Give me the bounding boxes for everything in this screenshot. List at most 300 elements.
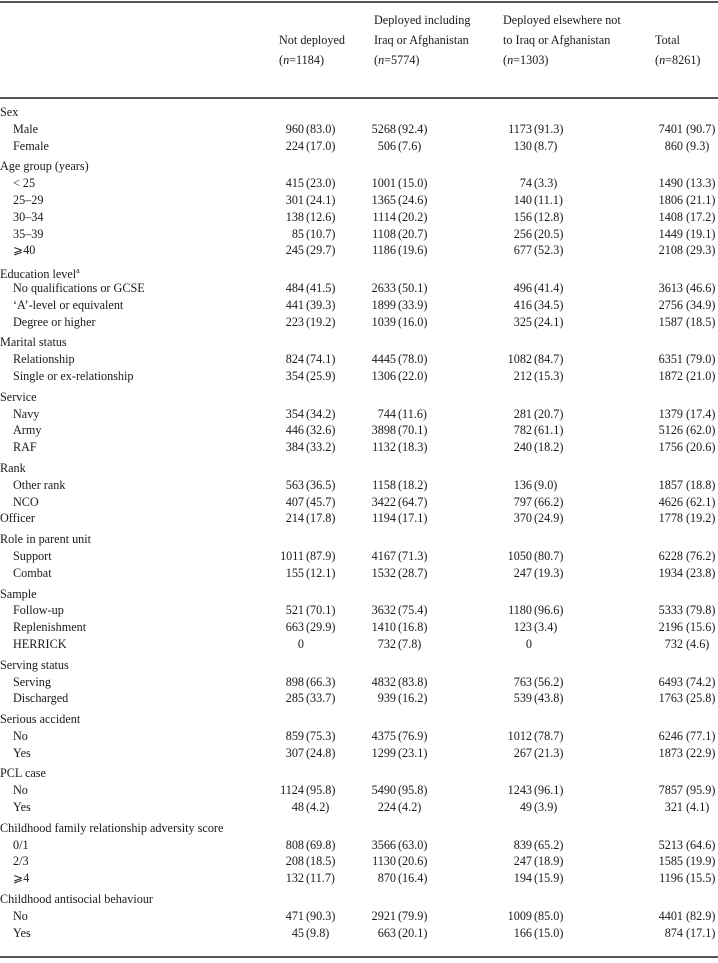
cell-count: 471 [285, 908, 304, 923]
cell-count: 870 [377, 871, 396, 886]
table-row [0, 192, 718, 209]
group-label [0, 158, 89, 175]
cell-percent: (90.3) [306, 908, 336, 923]
cell-count: 5268 [371, 121, 396, 136]
cell-percent: (29.3) [686, 243, 716, 258]
cell-count: 6246 [658, 728, 683, 743]
cell-count: 1012 [507, 728, 532, 743]
group-label [0, 586, 37, 603]
cell-percent: (17.1) [686, 925, 716, 940]
cell-count: 1778 [658, 511, 683, 526]
header-n: (n=1303) [503, 53, 549, 67]
cell-count: 325 [513, 314, 532, 329]
cell-count: 521 [285, 603, 304, 618]
cell-count: 5126 [658, 423, 683, 438]
cell-percent: (20.7) [534, 406, 564, 421]
cell-percent: (34.5) [534, 297, 564, 312]
cell-percent: (82.9) [686, 908, 716, 923]
cell-count: 1243 [507, 783, 532, 798]
cell-percent: (20.7) [398, 226, 428, 241]
cell-count: 797 [513, 494, 532, 509]
row-label: RAF [13, 440, 37, 455]
cell-percent: (96.6) [534, 603, 564, 618]
header-line1: Deployed elsewhere not [503, 13, 621, 27]
cell-count: 3898 [371, 423, 396, 438]
cell-percent: (16.4) [398, 871, 428, 886]
cell-percent: (20.2) [398, 209, 428, 224]
table-row [0, 908, 718, 925]
cell-count: 677 [513, 243, 532, 258]
footnote-marker: a [76, 266, 80, 276]
cell-count: 2196 [658, 620, 683, 635]
header-line2: Iraq or Afghanistan [374, 33, 469, 47]
cell-percent: (76.9) [398, 728, 428, 743]
cell-count: 732 [664, 636, 683, 651]
cell-count: 496 [513, 280, 532, 295]
cell-percent: (18.8) [686, 477, 716, 492]
cell-count: 898 [285, 674, 304, 689]
table-row [0, 314, 718, 331]
cell-percent: (21.1) [686, 192, 716, 207]
cell-percent: (83.8) [398, 674, 428, 689]
row-label: Degree or higher [13, 314, 96, 329]
cell-percent: (33.2) [306, 440, 336, 455]
group-label-text: Rank [0, 460, 26, 475]
header-line2: to Iraq or Afghanistan [503, 33, 611, 47]
cell-percent: (90.7) [686, 121, 716, 136]
table-row [0, 242, 718, 259]
table-row [0, 602, 718, 619]
group-header [0, 657, 718, 674]
cell-count: 1306 [371, 368, 396, 383]
cell-percent: (32.6) [306, 423, 336, 438]
cell-count: 939 [377, 691, 396, 706]
cell-count: 732 [377, 636, 396, 651]
cell-percent: (63.0) [398, 837, 428, 852]
cell-count: 415 [285, 176, 304, 191]
header-line1 [655, 10, 700, 30]
n-value: 1303 [520, 53, 545, 67]
group-header [0, 263, 718, 280]
group-label-text: Service [0, 389, 37, 404]
row-label: Yes [13, 745, 31, 760]
cell-percent: (24.1) [534, 314, 564, 329]
table-row [0, 175, 718, 192]
cell-count: 860 [664, 138, 683, 153]
group-label [0, 334, 67, 351]
n-symbol: n [659, 53, 666, 67]
cell-percent: (9.0) [534, 477, 558, 492]
group-label [0, 389, 37, 406]
cell-count: 2633 [371, 280, 396, 295]
cell-count: 245 [285, 243, 304, 258]
row-label: NCO [13, 494, 39, 509]
cell-count: 2756 [658, 297, 683, 312]
header-line1: Deployed including [374, 13, 471, 27]
cell-count: 224 [377, 800, 396, 815]
cell-count: 166 [513, 925, 532, 940]
cell-count: 416 [513, 297, 532, 312]
cell-count: 506 [377, 138, 396, 153]
table-row [0, 439, 718, 456]
cell-percent: (19.9) [686, 854, 716, 869]
row-label: Relationship [13, 352, 75, 367]
cell-count: 214 [285, 511, 304, 526]
cell-percent: (18.3) [398, 440, 428, 455]
cell-count: 3632 [371, 603, 396, 618]
table-row [0, 728, 718, 745]
header-line2: Not deployed [279, 33, 346, 47]
cell-count: 859 [285, 728, 304, 743]
cell-percent: (23.0) [306, 176, 336, 191]
cell-percent: (7.8) [398, 636, 422, 651]
cell-percent: (41.5) [306, 280, 336, 295]
row-label: HERRICK [13, 636, 67, 651]
group-label-text: Serving status [0, 657, 69, 672]
cell-percent: (96.1) [534, 783, 564, 798]
cell-percent: (84.7) [534, 352, 564, 367]
cell-count: 247 [513, 565, 532, 580]
group-label [0, 765, 46, 782]
cell-percent: (17.8) [306, 511, 336, 526]
header-n: (n=8261) [655, 53, 701, 67]
header-rule [0, 97, 718, 99]
cell-percent: (12.8) [534, 209, 564, 224]
cell-percent: (12.6) [306, 209, 336, 224]
row-label: Yes [13, 800, 31, 815]
table-row [0, 636, 718, 653]
table-row [0, 351, 718, 368]
cell-count: 3566 [371, 837, 396, 852]
cell-percent: (22.9) [686, 745, 716, 760]
cell-percent: (69.8) [306, 837, 336, 852]
cell-percent: (8.7) [534, 138, 558, 153]
cell-count: 1039 [371, 314, 396, 329]
table-row [0, 226, 718, 243]
cell-percent: (75.4) [398, 603, 428, 618]
cell-percent: (15.3) [534, 368, 564, 383]
table-row [0, 510, 718, 527]
row-label: Female [13, 138, 49, 153]
table-row [0, 422, 718, 439]
group-header [0, 891, 718, 908]
cell-count: 256 [513, 226, 532, 241]
group-label-text: Serious accident [0, 712, 81, 727]
column-header [374, 10, 470, 70]
row-label: ⩾4 [13, 871, 30, 886]
cell-percent: (9.3) [686, 138, 710, 153]
cell-percent: (18.2) [534, 440, 564, 455]
cell-count: 441 [285, 297, 304, 312]
cell-count: 1490 [658, 176, 683, 191]
cell-count: 48 [291, 800, 304, 815]
cell-count: 960 [285, 121, 304, 136]
cell-percent: (28.7) [398, 565, 428, 580]
cell-percent: (34.2) [306, 406, 336, 421]
cell-percent: (15.0) [398, 176, 428, 191]
cell-count: 3613 [658, 280, 683, 295]
cell-count: 1449 [658, 226, 683, 241]
cell-count: 1124 [280, 783, 304, 798]
cell-percent: (18.2) [398, 477, 428, 492]
cell-count: 74 [519, 176, 532, 191]
table-row [0, 870, 718, 887]
cell-percent: (24.6) [398, 192, 428, 207]
table-row [0, 121, 718, 138]
cell-percent: (19.2) [306, 314, 336, 329]
cell-percent: (34.9) [686, 297, 716, 312]
cell-percent: (85.0) [534, 908, 564, 923]
cell-percent: (17.0) [306, 138, 336, 153]
column-header [503, 10, 621, 70]
cell-count: 484 [285, 280, 304, 295]
header-n: (n=5774) [374, 53, 420, 67]
cell-count: 132 [285, 871, 304, 886]
cell-percent: (22.0) [398, 368, 428, 383]
group-header [0, 104, 718, 121]
cell-count: 446 [285, 423, 304, 438]
column-header [279, 10, 345, 70]
row-label: Combat [13, 565, 52, 580]
cell-percent: (39.3) [306, 297, 336, 312]
column-header [655, 10, 700, 70]
table-row [0, 619, 718, 636]
cell-percent: (78.0) [398, 352, 428, 367]
group-label [0, 820, 223, 837]
cell-percent: (21.0) [686, 368, 716, 383]
row-label: No [13, 783, 28, 798]
bottom-rule [0, 956, 718, 958]
group-label-text: Childhood family relationship adversity score [0, 820, 224, 835]
cell-percent: (12.1) [306, 565, 336, 580]
n-value: 8261 [672, 53, 697, 67]
header-line2: Total [655, 33, 680, 47]
cell-percent: (77.1) [686, 728, 716, 743]
group-header [0, 711, 718, 728]
cell-percent: (74.2) [686, 674, 716, 689]
cell-count: 5490 [371, 783, 396, 798]
cell-percent: (20.1) [398, 925, 428, 940]
cell-percent: (19.1) [686, 226, 716, 241]
cell-count: 130 [513, 138, 532, 153]
cell-count: 5213 [658, 837, 683, 852]
cell-percent: (25.9) [306, 368, 336, 383]
group-header [0, 531, 718, 548]
cell-count: 307 [285, 745, 304, 760]
table-row [0, 690, 718, 707]
cell-count: 763 [513, 674, 532, 689]
cell-count: 247 [513, 854, 532, 869]
row-label: No [13, 908, 28, 923]
group-label-text: Sex [0, 105, 19, 119]
cell-count: 6493 [658, 674, 683, 689]
cell-count: 782 [513, 423, 532, 438]
cell-percent: (62.1) [686, 494, 716, 509]
cell-percent: (10.7) [306, 226, 336, 241]
cell-count: 301 [285, 192, 304, 207]
cell-count: 1299 [371, 745, 396, 760]
cell-percent: (36.5) [306, 477, 336, 492]
cell-percent: (18.9) [534, 854, 564, 869]
cell-percent: (11.7) [306, 871, 335, 886]
cell-count: 407 [285, 494, 304, 509]
cell-percent: (19.2) [686, 511, 716, 526]
cell-percent: (79.0) [686, 352, 716, 367]
group-header [0, 460, 718, 477]
table-row [0, 799, 718, 816]
n-symbol: n [283, 53, 290, 67]
table-row [0, 745, 718, 762]
table-row [0, 209, 718, 226]
cell-percent: (79.8) [686, 603, 716, 618]
cell-percent: (65.2) [534, 837, 564, 852]
cell-percent: (23.1) [398, 745, 428, 760]
cell-count: 663 [285, 620, 304, 635]
cell-count: 224 [285, 138, 304, 153]
cell-count: 1173 [508, 121, 532, 136]
cell-percent: (95.9) [686, 783, 716, 798]
cell-count: 1873 [658, 745, 683, 760]
table-row [0, 925, 718, 942]
row-label: Discharged [13, 691, 69, 706]
cell-count: 1158 [372, 477, 396, 492]
cell-count: 354 [285, 406, 304, 421]
cell-percent: (92.4) [398, 121, 428, 136]
cell-percent: (66.3) [306, 674, 336, 689]
cell-percent: (95.8) [398, 783, 428, 798]
table-row [0, 406, 718, 423]
cell-count: 1587 [658, 314, 683, 329]
group-label [0, 891, 153, 908]
cell-percent: (87.9) [306, 548, 336, 563]
group-header [0, 158, 718, 175]
cell-percent: (3.9) [534, 800, 558, 815]
cell-percent: (21.3) [534, 745, 564, 760]
group-label [0, 104, 18, 121]
cell-percent: (16.8) [398, 620, 428, 635]
row-label: ⩾40 [13, 243, 36, 258]
group-label-text: Age group (years) [0, 159, 89, 174]
cell-percent: (45.7) [306, 494, 336, 509]
cell-count: 136 [513, 477, 532, 492]
cell-count: 2108 [658, 243, 683, 258]
cell-count: 6228 [658, 548, 683, 563]
cell-percent: (16.2) [398, 691, 428, 706]
cell-count: 281 [513, 406, 532, 421]
cell-count: 6351 [658, 352, 683, 367]
cell-percent: (71.3) [398, 548, 428, 563]
cell-percent: (78.7) [534, 728, 564, 743]
group-label-text: Role in parent unit [0, 532, 92, 547]
cell-count: 1410 [371, 620, 396, 635]
table-body [0, 104, 718, 941]
table-row [0, 494, 718, 511]
row-label: Follow-up [13, 603, 64, 618]
cell-percent: (17.1) [398, 511, 428, 526]
cell-count: 45 [291, 925, 304, 940]
cell-count: 744 [377, 406, 396, 421]
cell-percent: (4.2) [306, 800, 330, 815]
n-symbol: n [378, 53, 385, 67]
header-line1 [279, 10, 345, 30]
group-label-text: Marital status [0, 335, 67, 350]
table-row [0, 782, 718, 799]
cell-percent: (17.2) [686, 209, 716, 224]
group-header [0, 820, 718, 837]
row-label: Other rank [13, 477, 66, 492]
cell-percent: (15.6) [686, 620, 716, 635]
cell-percent: (7.6) [398, 138, 422, 153]
cell-count: 1082 [507, 352, 532, 367]
cell-percent: (41.4) [534, 280, 564, 295]
cell-count: 7857 [658, 783, 683, 798]
row-label: Navy [13, 406, 40, 421]
row-label: Officer [0, 511, 35, 526]
table-row [0, 548, 718, 565]
cell-percent: (95.8) [306, 783, 336, 798]
cell-count: 1186 [372, 243, 396, 258]
header-n: (n=1184) [279, 53, 325, 67]
cell-percent: (29.9) [306, 620, 336, 635]
cell-percent: (83.0) [306, 121, 336, 136]
cell-percent: (24.1) [306, 192, 336, 207]
cell-count: 85 [291, 226, 304, 241]
cell-percent: (15.0) [534, 925, 564, 940]
cell-percent: (11.6) [398, 406, 427, 421]
group-label [0, 531, 91, 548]
row-label: 0/1 [13, 837, 29, 852]
cell-percent: (20.5) [534, 226, 564, 241]
table-row [0, 297, 718, 314]
cell-percent: (64.6) [686, 837, 716, 852]
cell-percent: (15.5) [686, 871, 716, 886]
cell-count: 138 [285, 209, 304, 224]
row-label: < 25 [13, 176, 36, 191]
cell-percent: (46.6) [686, 280, 716, 295]
cell-count: 1408 [658, 209, 683, 224]
cell-percent: (4.1) [686, 800, 710, 815]
n-value: 5774 [391, 53, 416, 67]
cell-count: 539 [513, 691, 532, 706]
cell-count: 155 [285, 565, 304, 580]
cell-count: 4375 [371, 728, 396, 743]
cell-count: 1763 [658, 691, 683, 706]
cell-count: 156 [513, 209, 532, 224]
cell-count: 1011 [280, 548, 304, 563]
row-label: Male [13, 121, 39, 136]
cell-percent: (4.2) [398, 800, 422, 815]
cell-count: 384 [285, 440, 304, 455]
cell-percent: (4.6) [686, 636, 710, 651]
cell-count: 563 [285, 477, 304, 492]
cell-percent: (33.9) [398, 297, 428, 312]
cell-count: 1001 [371, 176, 396, 191]
top-rule [0, 1, 718, 3]
table-row [0, 853, 718, 870]
cell-count: 285 [285, 691, 304, 706]
cell-percent: (13.3) [686, 176, 716, 191]
group-label-text: Sample [0, 586, 37, 601]
group-label-text: Education level [0, 267, 77, 282]
cell-count: 4832 [371, 674, 396, 689]
cell-count: 208 [285, 854, 304, 869]
cell-percent: (16.0) [398, 314, 428, 329]
cell-count: 354 [285, 368, 304, 383]
cell-count: 1379 [658, 406, 683, 421]
cell-percent: (24.9) [534, 511, 564, 526]
cell-count: 1532 [371, 565, 396, 580]
cell-percent: (79.9) [398, 908, 428, 923]
